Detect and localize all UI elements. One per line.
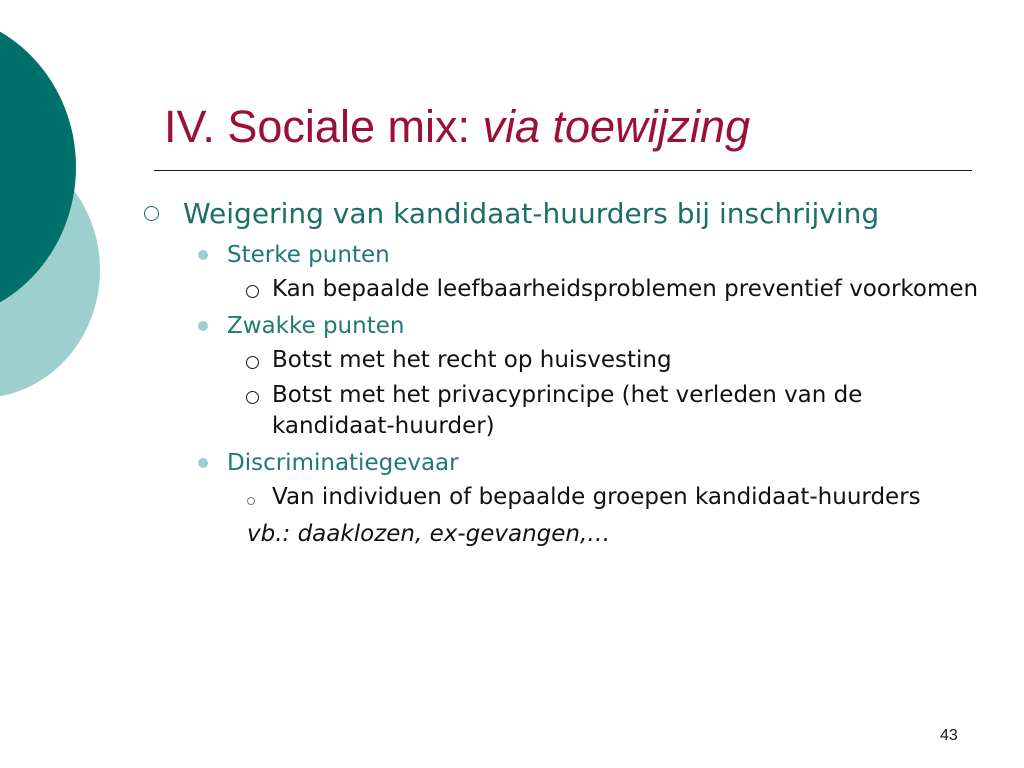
filled-dot-bullet-icon [198, 250, 208, 260]
list-item-text: Kan bepaalde leefbaarheidsproblemen preventief voorkomen [272, 276, 979, 302]
list-item [140, 345, 990, 376]
section-heading-strengths [140, 238, 990, 272]
list-item [140, 482, 990, 513]
list-item [140, 380, 990, 442]
filled-dot-bullet-icon [198, 321, 208, 331]
slide-title [164, 101, 751, 152]
slide-title-main: IV. Sociale mix: [164, 101, 483, 152]
filled-dot-bullet-icon [198, 458, 208, 468]
hollow-circle-bullet-icon [246, 285, 259, 298]
bullet-level1 [140, 196, 990, 232]
section-heading-label: Zwakke punten [227, 313, 405, 339]
hollow-circle-bullet-icon [246, 356, 259, 369]
section-heading-weaknesses [140, 309, 990, 343]
hollow-circle-bullet-icon [144, 206, 159, 221]
slide-body [140, 196, 990, 550]
slide-title-emphasis: via toewijzing [482, 101, 751, 152]
bullet-level1-text: Weigering van kandidaat-huurders bij inschrijving [183, 197, 880, 230]
page-number: 43 [940, 727, 958, 744]
list-item-text: Botst met het recht op huisvesting [272, 347, 672, 373]
small-hollow-circle-bullet-icon [247, 497, 255, 505]
list-item-text: Botst met het privacyprincipe (het verleden van de kandidaat-huurder) [272, 382, 863, 439]
section-heading-label: Sterke punten [227, 242, 390, 268]
section-heading-label: Discriminatiegevaar [227, 450, 459, 476]
list-item-text: Van individuen of bepaalde groepen kandidaat-huurders [272, 484, 921, 510]
section-heading-discrimination [140, 446, 990, 480]
title-divider [154, 170, 972, 171]
list-item [140, 274, 990, 305]
example-note: vb.: daaklozen, ex-gevangen,… [247, 521, 611, 547]
hollow-circle-bullet-icon [246, 391, 259, 404]
